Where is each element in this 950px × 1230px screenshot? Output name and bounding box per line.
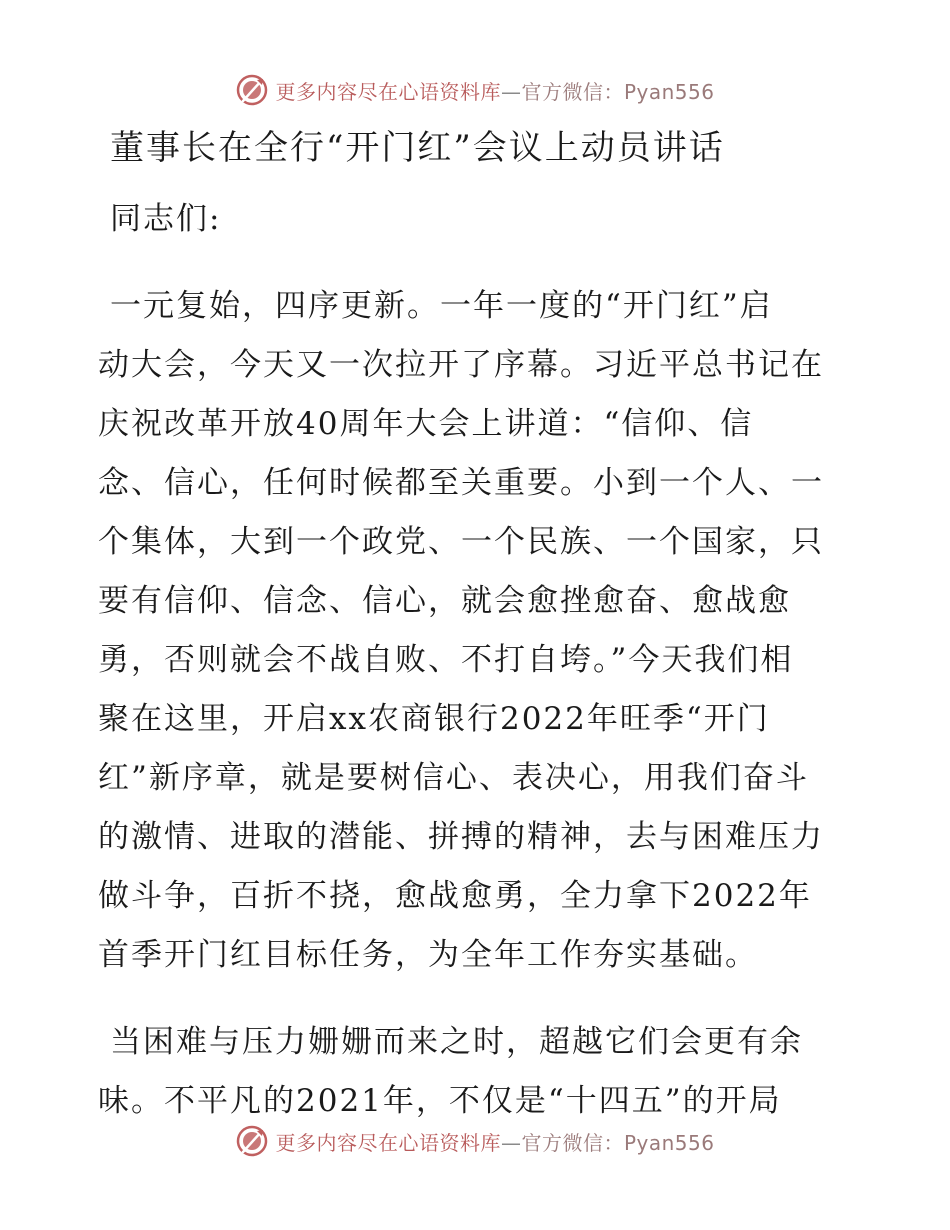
paragraph-2 xyxy=(98,1013,858,1131)
watermark-text xyxy=(275,1127,714,1156)
paragraph-line: 庆祝改革开放40周年大会上讲道：“信仰、信 xyxy=(98,406,754,442)
paragraph-line: 个集体，大到一个政党、一个民族、一个国家，只 xyxy=(98,524,824,560)
salutation: 同志们: xyxy=(110,201,222,237)
watermark-banner-top xyxy=(0,70,950,110)
paragraph-line: 要有信仰、信念、信心，就会愈挫愈奋、愈战愈 xyxy=(98,583,791,619)
paragraph-line: 做斗争，百折不挠，愈战愈勇，全力拿下2022年 xyxy=(98,878,812,914)
watermark-banner-bottom xyxy=(0,1121,950,1161)
paragraph-line: 当困难与压力姗姗而来之时，超越它们会更有余 xyxy=(110,1024,803,1060)
document-body xyxy=(98,125,858,1131)
paragraph-line: 一元复始，四序更新。一年一度的“开门红”启 xyxy=(110,288,773,324)
paragraph-line: 首季开门红目标任务，为全年工作夯实基础。 xyxy=(98,937,758,973)
watermark-wechat: 官方微信：Pyan556 xyxy=(521,1130,715,1155)
watermark-brand: 更多内容尽在心语资料库 xyxy=(275,1130,501,1155)
watermark-brand: 更多内容尽在心语资料库 xyxy=(275,79,501,104)
paragraph-line: 勇，否则就会不战自败、不打自垮。”今天我们相 xyxy=(98,642,794,678)
paragraph-1 xyxy=(98,277,858,985)
paragraph-line: 动大会，今天又一次拉开了序幕。习近平总书记在 xyxy=(98,347,824,383)
paragraph-line: 味。不平凡的2021年，不仅是“十四五”的开局 xyxy=(98,1083,782,1119)
quill-seal-icon xyxy=(235,73,269,107)
paragraph-line: 聚在这里，开启xx农商银行2022年旺季“开门 xyxy=(98,701,770,737)
quill-seal-icon xyxy=(235,1124,269,1158)
watermark-separator: — xyxy=(500,79,522,104)
paragraph-line: 念、信心，任何时候都至关重要。小到一个人、一 xyxy=(98,465,824,501)
paragraph-line: 的激情、进取的潜能、拼搏的精神，去与困难压力 xyxy=(98,819,824,855)
watermark-separator: — xyxy=(500,1130,522,1155)
watermark-wechat: 官方微信：Pyan556 xyxy=(521,79,715,104)
document-title: 董事长在全行“开门红”会议上动员讲话 xyxy=(110,128,725,168)
watermark-text xyxy=(275,76,714,105)
paragraph-line: 红”新序章，就是要树信心、表决心，用我们奋斗 xyxy=(98,760,809,796)
